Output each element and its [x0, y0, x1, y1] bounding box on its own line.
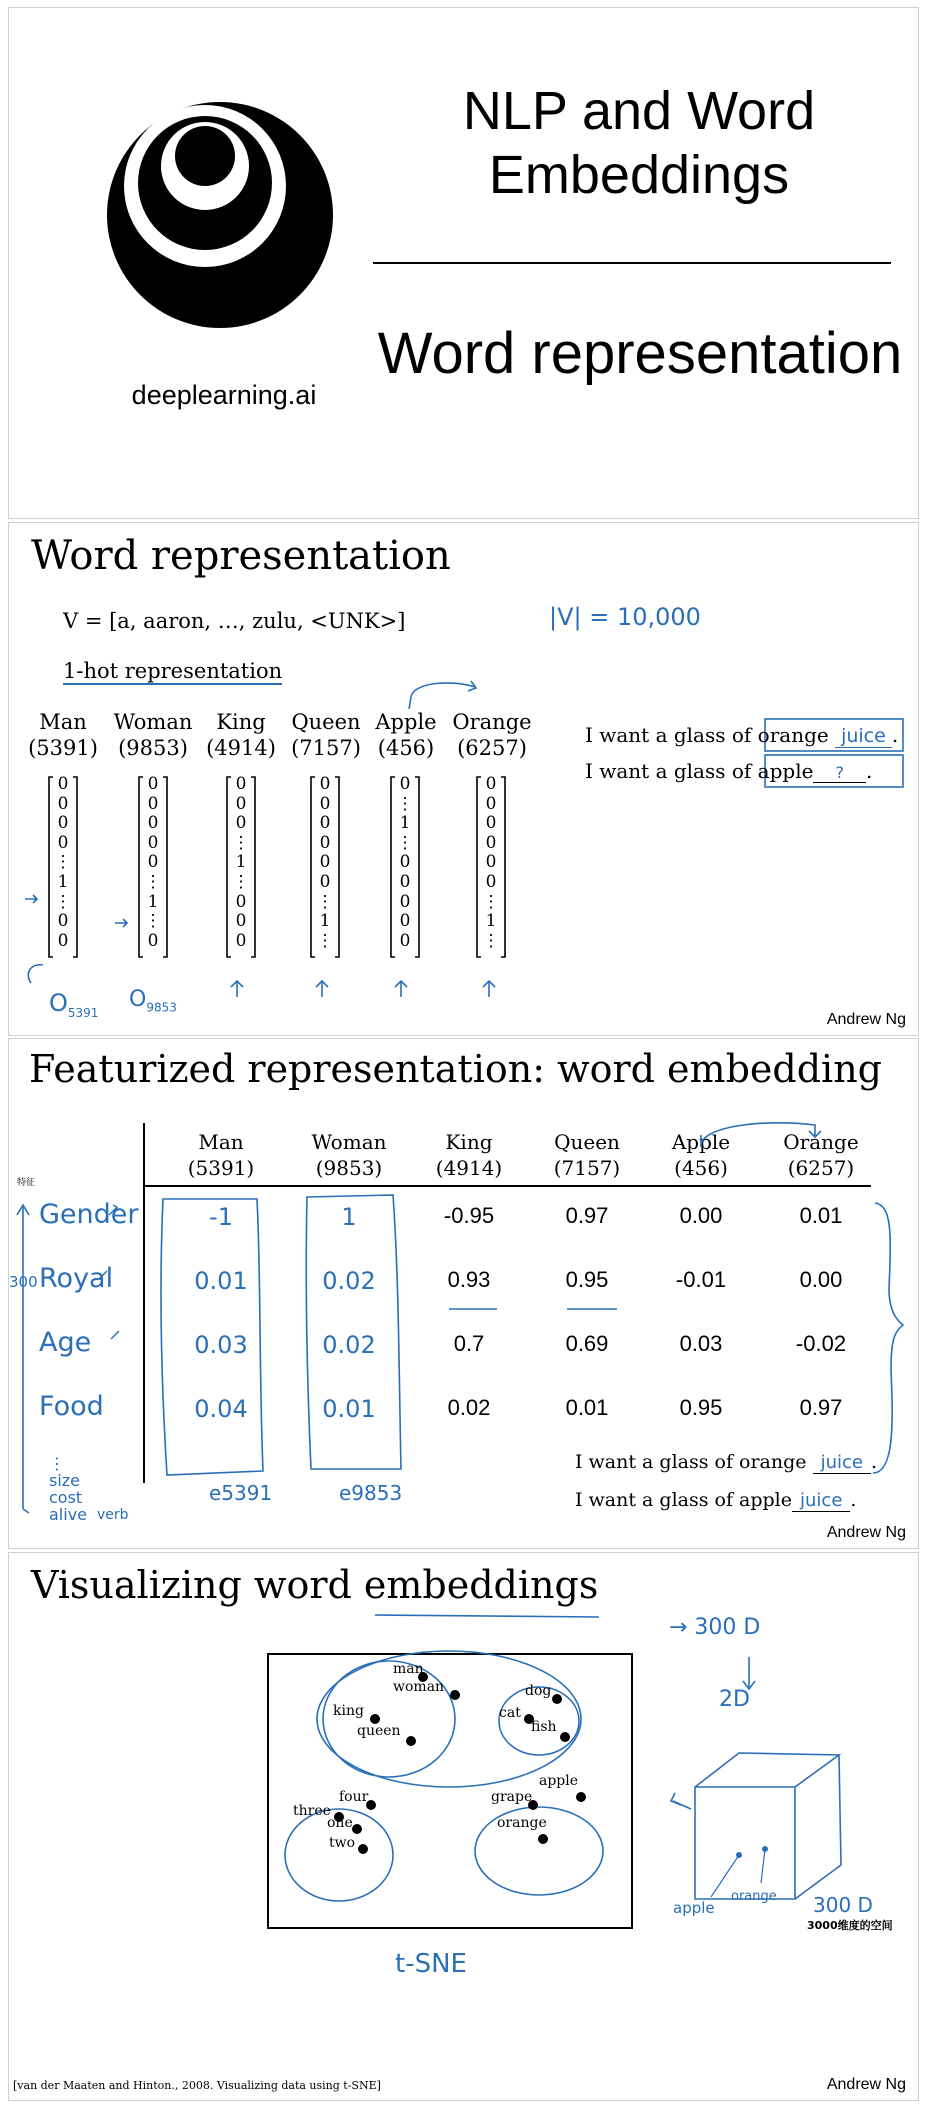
vector-cell: ⋮: [54, 852, 72, 873]
column-header-woman: Woman (9853): [311, 1130, 387, 1180]
page-subtitle: Word representation: [377, 321, 903, 386]
onehot-note-man: $O_{5391}$: [49, 989, 99, 1020]
vector-cell: ⋮: [144, 911, 162, 932]
column-header-orange: Orange (6257): [783, 1130, 859, 1180]
feature-value: 0.02: [322, 1331, 376, 1359]
feature-value: 0.00: [799, 1267, 843, 1292]
vector-cell: 0: [57, 911, 69, 932]
word-representation-slide: [8, 522, 919, 1036]
citation: [van der Maaten and Hinton., 2008. Visualizing data using t-SNE]: [13, 2079, 381, 2092]
vector-cell: 0: [399, 930, 411, 951]
vector-cell: 0: [235, 793, 247, 814]
vector-cell: 0: [485, 813, 497, 834]
vector-cell: 0: [399, 871, 411, 892]
word-header-woman: Woman (9853): [113, 710, 193, 760]
feature-value: -0.01: [675, 1267, 727, 1292]
featurized-representation-slide: [8, 1038, 919, 1549]
feature-value: 0.7: [453, 1331, 485, 1356]
feature-corner-note: 特征: [17, 1178, 36, 1188]
cube-apple-label: apple: [673, 1899, 715, 1917]
feature-value: 0.02: [447, 1395, 491, 1420]
vector-cell: 1: [485, 911, 497, 932]
sentence-1: I want a glass of orange juice .: [585, 723, 899, 747]
column-header-queen: Queen (7157): [553, 1130, 621, 1180]
vector-cell: 0: [319, 774, 331, 794]
point-label-four: four: [339, 1789, 369, 1805]
vector-cell: 0: [319, 793, 331, 814]
vector-cell: ⋮: [54, 891, 72, 912]
point-label-king: king: [333, 1703, 364, 1719]
title-line-1: NLP and Word: [462, 81, 816, 141]
onehot-label: 1-hot representation: [63, 659, 283, 683]
feature-value: 0.01: [194, 1267, 248, 1295]
point-queen: [406, 1736, 416, 1746]
point-label-apple: apple: [539, 1773, 579, 1789]
feature-label-gender: Gender: [39, 1199, 139, 1230]
title-line-2: Embeddings: [488, 145, 790, 205]
point-label-two: two: [329, 1835, 356, 1851]
slide-title: Visualizing word embeddings: [31, 1563, 599, 1607]
point-label-queen: queen: [357, 1723, 401, 1739]
author-credit: Andrew Ng: [826, 1011, 906, 1028]
vector-cell: 0: [485, 871, 497, 892]
vector-cell: 0: [485, 793, 497, 814]
vector-cell: 0: [485, 852, 497, 873]
vector-cell: ⋮: [316, 930, 334, 951]
word-header-apple: Apple (456): [375, 710, 437, 760]
vector-cell: 0: [399, 852, 411, 873]
feature-value: 0.01: [322, 1395, 376, 1423]
vector-cell: 0: [399, 891, 411, 912]
feature-value: 0.97: [799, 1395, 843, 1420]
vector-cell: 0: [319, 813, 331, 834]
vector-cell: ⋮: [316, 891, 334, 912]
point-dog: [552, 1694, 562, 1704]
feature-value: 0.03: [194, 1331, 248, 1359]
visualizing-embeddings-slide: [8, 1552, 919, 2101]
point-label-fish: fish: [531, 1719, 557, 1735]
feature-value: 0.00: [679, 1203, 723, 1228]
vector-cell: 1: [235, 852, 247, 873]
onehot-note-woman: $O_{9853}$: [129, 987, 177, 1015]
slide-title: Word representation: [31, 533, 451, 579]
point-orange: [538, 1834, 548, 1844]
vector-cell: 0: [235, 911, 247, 932]
vector-cell: 1: [147, 891, 159, 912]
feature-value: 0.01: [565, 1395, 609, 1420]
point-apple: [576, 1792, 586, 1802]
column-header-apple: Apple (456): [671, 1130, 731, 1180]
cube-caption: 3000维度的空间: [807, 1919, 893, 1932]
cube-orange-label: orange: [731, 1889, 777, 1904]
word-header-man: Man (5391): [28, 710, 98, 760]
point-label-man: man: [393, 1661, 424, 1677]
vocab-size-note: |V| = 10,000: [549, 603, 701, 631]
sentence-2: I want a glass of apple ? .: [585, 759, 873, 783]
embedding-note-man: e5391: [209, 1481, 273, 1505]
vector-cell: 0: [485, 774, 497, 794]
vector-cell: 0: [235, 813, 247, 834]
vector-cell: 0: [57, 774, 69, 794]
tsne-label: t-SNE: [395, 1949, 467, 1979]
vector-cell: ⋮: [144, 871, 162, 892]
feature-label-royal: Royal: [39, 1263, 114, 1294]
vector-cell: ⋮: [482, 891, 500, 912]
cube-dimension: 300 D: [813, 1893, 873, 1917]
feature-value: 0.95: [565, 1267, 609, 1292]
vector-cell: 0: [147, 793, 159, 814]
vector-cell: 0: [57, 832, 69, 853]
slide-title: Featurized representation: word embedding: [29, 1047, 882, 1091]
vector-cell: 0: [235, 930, 247, 951]
vector-cell: 1: [57, 871, 69, 892]
title-divider: [373, 262, 891, 264]
feature-value: 0.02: [322, 1267, 376, 1295]
point-one: [352, 1824, 362, 1834]
vector-cell: 0: [147, 852, 159, 873]
extra-feature-verb: verb: [97, 1507, 129, 1523]
vector-cell: 0: [147, 930, 159, 951]
embedding-note-woman: e9853: [339, 1481, 403, 1505]
vector-cell: 0: [319, 832, 331, 853]
vector-cell: 0: [57, 813, 69, 834]
point-label-grape: grape: [491, 1789, 533, 1805]
vector-cell: ⋮: [232, 832, 250, 853]
point-label-woman: woman: [393, 1679, 445, 1695]
sentence-1: I want a glass of orange juice .: [575, 1451, 878, 1473]
vector-cell: 0: [399, 774, 411, 794]
vector-cell: 0: [147, 774, 159, 794]
feature-value: 0.04: [194, 1395, 248, 1423]
point-two: [358, 1844, 368, 1854]
vector-cell: 0: [57, 930, 69, 951]
vector-cell: 0: [147, 832, 159, 853]
feature-value: 0.69: [565, 1331, 609, 1356]
dimension-note: 300: [9, 1273, 38, 1291]
feature-value: 0.93: [447, 1267, 491, 1292]
feature-value: 1: [341, 1203, 357, 1231]
embedding-scatter: [9, 1553, 919, 2101]
feature-label-age: Age: [39, 1327, 92, 1358]
feature-value: 0.95: [679, 1395, 723, 1420]
author-credit: Andrew Ng: [826, 2076, 906, 2093]
vector-cell: 1: [399, 813, 411, 834]
word-header-queen: Queen (7157): [291, 710, 361, 760]
extra-features: ⋮ size cost alive: [49, 1454, 88, 1524]
vector-cell: 0: [235, 774, 247, 794]
feature-label-food: Food: [39, 1391, 104, 1422]
sentence-2: I want a glass of apple juice .: [575, 1489, 857, 1511]
author-credit: Andrew Ng: [826, 1524, 906, 1541]
vector-cell: 1: [319, 911, 331, 932]
vector-cell: 0: [399, 911, 411, 932]
vector-cell: ⋮: [482, 930, 500, 951]
point-label-cat: cat: [499, 1705, 521, 1721]
point-label-orange: orange: [497, 1815, 547, 1831]
feature-value: 0.97: [565, 1203, 609, 1228]
word-header-king: King (4914): [206, 710, 276, 760]
feature-value: -0.02: [795, 1331, 847, 1356]
word-header-orange: Orange (6257): [452, 710, 532, 760]
point-label-dog: dog: [525, 1683, 552, 1699]
vector-cell: 0: [319, 852, 331, 873]
point-fish: [560, 1732, 570, 1742]
column-header-man: Man (5391): [187, 1130, 255, 1180]
vector-cell: ⋮: [396, 832, 414, 853]
feature-value: -0.95: [443, 1203, 495, 1228]
logo-text: deeplearning.ai: [131, 380, 317, 410]
vector-cell: 0: [235, 891, 247, 912]
note-2d: 2D: [719, 1687, 750, 1712]
point-label-one: one: [327, 1815, 353, 1831]
vector-cell: 0: [485, 832, 497, 853]
note-300d: → 300 D: [669, 1615, 761, 1640]
column-header-king: King (4914): [435, 1130, 503, 1180]
feature-value: 0.03: [679, 1331, 723, 1356]
vector-cell: 0: [57, 793, 69, 814]
vocab-definition: V = [a, aaron, …, zulu, <UNK>]: [63, 609, 406, 633]
point-woman: [450, 1690, 460, 1700]
vector-cell: ⋮: [396, 793, 414, 814]
vector-cell: 0: [319, 871, 331, 892]
title-slide: [8, 7, 919, 519]
vector-cell: ⋮: [232, 871, 250, 892]
point-label-three: three: [293, 1803, 331, 1819]
feature-value: -1: [209, 1203, 233, 1231]
vector-cell: 0: [147, 813, 159, 834]
feature-value: 0.01: [799, 1203, 843, 1228]
